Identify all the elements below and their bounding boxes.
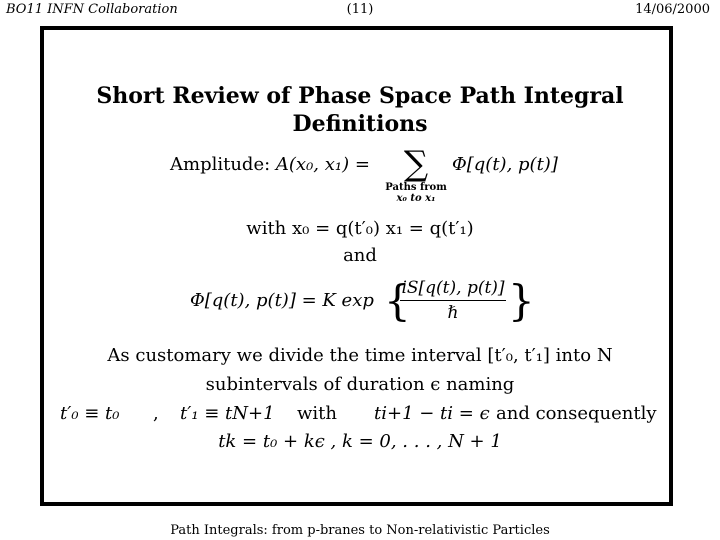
slide-title: [0, 82, 720, 138]
relation-epsilon: ti+1 − ti = ϵ: [374, 403, 490, 424]
header-collaboration: BO11 INFN Collaboration: [6, 2, 178, 17]
amplitude-label: Amplitude:: [170, 154, 276, 175]
page-footer: Path Integrals: from p-branes to Non-relativistic Particles: [170, 523, 550, 538]
amplitude-lhs-expression: A(x₀, x₁) =: [275, 154, 370, 175]
amplitude-rhs: Φ[q(t), p(t)]: [452, 154, 558, 175]
customary-line-2: subintervals of duration ϵ naming: [205, 374, 515, 395]
left-brace: {: [384, 276, 411, 325]
title-line-1: Short Review of Phase Space Path Integral: [96, 83, 624, 109]
tk-definition: tk = t₀ + kϵ , k = 0, . . . , N + 1: [218, 431, 502, 452]
sum-symbol: ∑: [403, 144, 429, 184]
phi-lhs: Φ[q(t), p(t)] = K exp: [190, 290, 374, 311]
page-header: [0, 2, 720, 18]
with-boundary-line: with x₀ = q(t′₀) x₁ = q(t′₁): [246, 218, 474, 239]
fraction-numerator: iS[q(t), p(t)]: [400, 278, 506, 301]
sum-subscript-line-1: Paths from: [385, 182, 447, 193]
phi-definition: [0, 276, 720, 336]
amplitude-lhs: [170, 154, 370, 175]
amplitude-equation: [170, 146, 570, 216]
header-date: 14/06/2000: [635, 2, 710, 17]
sum-subscript-line-2: x₀ to x₁: [396, 193, 436, 204]
relation-with: with: [297, 403, 337, 424]
title-line-2: Definitions: [292, 111, 428, 137]
relation-separator: ,: [153, 403, 159, 424]
fraction-denominator: ℏ: [447, 303, 459, 323]
right-brace: }: [508, 276, 535, 325]
exponent-fraction: [400, 278, 506, 323]
and-text: and: [343, 245, 377, 266]
relation-consequently: and consequently: [496, 403, 657, 424]
relation-t0: t′₀ ≡ t₀: [60, 403, 120, 424]
customary-line-1: As customary we divide the time interval [t′₀, t′₁] into N: [107, 345, 613, 366]
summation: [380, 146, 452, 204]
relation-tN1: t′₁ ≡ tN+1: [180, 403, 275, 424]
header-page-number: (11): [346, 2, 374, 17]
